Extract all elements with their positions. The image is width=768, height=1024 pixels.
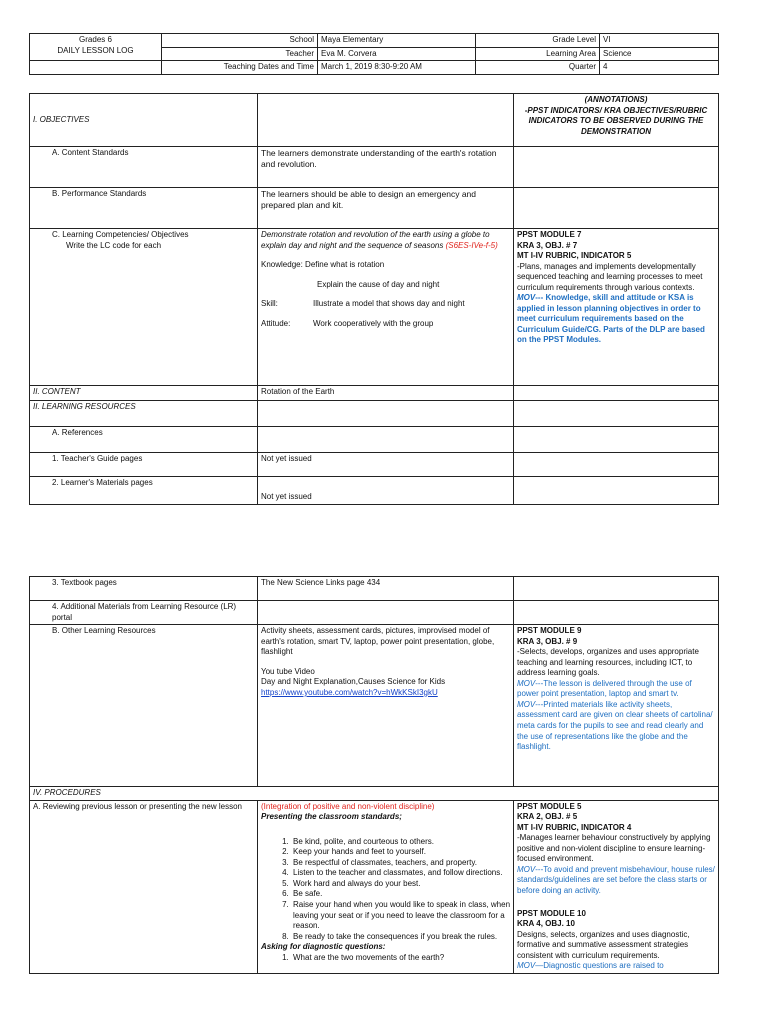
- teacher-label: Teacher: [162, 47, 318, 61]
- references-annot: [514, 427, 719, 453]
- video-label: You tube Video: [261, 666, 315, 676]
- competencies-sub: Write the LC code for each: [66, 240, 162, 250]
- ppst9-kra: KRA 3, OBJ. # 9: [517, 636, 578, 646]
- competencies-value: [258, 229, 514, 386]
- ppst10-mov-label: MOV: [517, 961, 536, 971]
- integration-note: (Integration of positive and non-violent discipline): [261, 801, 435, 811]
- ppst7-rubric: MT I-IV RUBRIC, INDICATOR 5: [517, 251, 632, 261]
- objectives-blank: [258, 94, 514, 147]
- annotations-header: [514, 94, 719, 147]
- skill-row: [261, 299, 510, 310]
- competencies-annot: [514, 229, 719, 386]
- list-item: 7. Raise your hand when you would like to speak in class, when leaving your seat or if you need to leave the classroom for a reason.: [291, 900, 510, 932]
- procedures-heading: IV. PROCEDURES: [30, 787, 719, 801]
- ppst5-kra: KRA 2, OBJ. # 5: [517, 812, 578, 822]
- knowledge-label: Knowledge:: [261, 260, 303, 270]
- additional-annot: [514, 601, 719, 625]
- ppst9-desc: -Selects, develops, organizes and uses appropriate teaching and learning resources, including ICT, to address learning goals.: [517, 647, 699, 678]
- teacher-value: Eva M. Corvera: [318, 47, 476, 61]
- ppst7-mov: --- Knowledge, skill and attitude or KSA is applied in lesson planning objectives in order to meet curriculum requirements based on the Curriculum Guide/CG. Parts of the DLP are based on the PPST Modules.: [517, 293, 705, 345]
- competency-text: Demonstrate rotation and revolution of the earth using a globe to explain day and night and the sequence of seasons: [261, 230, 490, 250]
- grades-label: Grades 6: [79, 35, 112, 44]
- ppst10-title: PPST MODULE 10: [517, 908, 586, 918]
- content-annot: [514, 386, 719, 401]
- other-label: B. Other Learning Resources: [30, 625, 258, 787]
- list-item: 4. Listen to the teacher and classmates, and follow directions.: [291, 868, 510, 879]
- ppst7-title: PPST MODULE 7: [517, 230, 582, 239]
- presenting-standards: Presenting the classroom standards;: [261, 812, 402, 822]
- lm-label: 2. Learner's Materials pages: [30, 477, 258, 505]
- list-item: 5. Work hard and always do your best.: [291, 879, 510, 890]
- grade-level-value: VI: [600, 34, 719, 48]
- learning-area-label: Learning Area: [476, 47, 600, 61]
- diagnostic-heading: Asking for diagnostic questions:: [261, 942, 386, 952]
- ppst9-mov1-label: MOV: [517, 678, 536, 688]
- dates-label: Teaching Dates and Time: [162, 61, 318, 75]
- quarter-label: Quarter: [476, 61, 600, 75]
- other-annot: [514, 625, 719, 787]
- references-blank: [258, 427, 514, 453]
- textbook-annot: [514, 577, 719, 601]
- ppst5-desc: -Manages learner behaviour constructively by applying positive and non-violent discipline to ensure learning-focused environment.: [517, 833, 711, 864]
- ppst7-mov-label: MOV: [517, 293, 536, 303]
- ppst10-kra: KRA 4, OBJ. 10: [517, 919, 575, 929]
- annotations-heading: (ANNOTATIONS): [584, 95, 648, 104]
- ppst5-title: PPST MODULE 5: [517, 801, 582, 811]
- content-standards-label: A. Content Standards: [30, 147, 258, 188]
- tg-annot: [514, 453, 719, 477]
- performance-standards-value: The learners should be able to design an emergency and prepared plan and kit.: [258, 188, 514, 229]
- list-item: 1. What are the two movements of the earth?: [291, 953, 510, 964]
- school-value: Maya Elementary: [318, 34, 476, 48]
- list-item: 2. Keep your hands and feet to yourself.: [291, 847, 510, 858]
- annotations-sub: -PPST INDICATORS/ KRA OBJECTIVES/RUBRIC INDICATORS TO BE OBSERVED DURING THE DEMONSTRATION: [524, 105, 708, 136]
- performance-standards-annot: [514, 188, 719, 229]
- tg-value: Not yet issued: [258, 453, 514, 477]
- competencies-cell: [30, 229, 258, 386]
- log-title: DAILY LESSON LOG: [57, 45, 134, 55]
- ppst5-rubric: MT I-IV RUBRIC, INDICATOR 4: [517, 822, 632, 832]
- ppst9-mov1: ---The lesson is delivered through the use of power point presentation, laptop and smart tv.: [517, 678, 692, 699]
- references-label: A. References: [30, 427, 258, 453]
- ppst5-mov-label: MOV: [517, 864, 536, 874]
- textbook-value: The New Science Links page 434: [258, 577, 514, 601]
- ppst9-mov2: ---Printed materials like activity sheets, assessment card are given on clear sheets of cartolina/ meta cards for the pupils to see and read clearly and the use of representations like the globe and the flashlight.: [517, 699, 713, 752]
- content-value: Rotation of the Earth: [258, 386, 514, 401]
- skill-value: Illustrate a model that shows day and night: [313, 299, 465, 309]
- dates-value: March 1, 2019 8:30-9:20 AM: [318, 61, 476, 75]
- ppst10-desc: Designs, selects, organizes and uses diagnostic, formative and summative assessment strategies consistent with curriculum requirements.: [517, 929, 690, 960]
- tg-label: 1. Teacher's Guide pages: [30, 453, 258, 477]
- attitude-label: Attitude:: [261, 318, 291, 328]
- procedure-a-label: A. Reviewing previous lesson or presenting the new lesson: [30, 800, 258, 973]
- objectives-heading: I. OBJECTIVES: [30, 94, 258, 147]
- lm-annot: [514, 477, 719, 505]
- diagnostic-list: [261, 953, 510, 964]
- grade-level-label: Grade Level: [476, 34, 600, 48]
- content-standards-annot: [514, 147, 719, 188]
- competency-code: (S6ES-IVe-f-5): [445, 240, 498, 250]
- list-item: 6. Be safe.: [291, 889, 510, 900]
- learning-area-value: Science: [600, 47, 719, 61]
- ppst7-desc: -Plans, manages and implements developmentally sequenced teaching and learning processes to meet curriculum requirements through various contexts.: [517, 261, 703, 292]
- video-title: Day and Night Explanation,Causes Science for Kids: [261, 677, 446, 687]
- lm-value: Not yet issued: [258, 477, 514, 505]
- ppst7-kra: KRA 3, OBJ. # 7: [517, 240, 578, 250]
- content-standards-value: The learners demonstrate understanding of the earth's rotation and revolution.: [258, 147, 514, 188]
- video-link[interactable]: https://www.youtube.com/watch?v=hWkKSkI3gkU: [261, 687, 438, 697]
- quarter-value: 4: [600, 61, 719, 75]
- list-item: 8. Be ready to take the consequences if you break the rules.: [291, 932, 510, 943]
- procedures-table: [29, 576, 719, 974]
- attitude-value: Work cooperatively with the group: [313, 318, 434, 328]
- performance-standards-label: B. Performance Standards: [30, 188, 258, 229]
- textbook-label: 3. Textbook pages: [30, 577, 258, 601]
- resources-annot: [514, 401, 719, 427]
- attitude-row: [261, 319, 510, 330]
- knowledge-1: Define what is rotation: [305, 260, 385, 270]
- additional-value: [258, 601, 514, 625]
- header-blank: [30, 61, 162, 75]
- ppst10-mov: —Diagnostic questions are raised to: [535, 961, 664, 971]
- procedure-a-annot: [514, 800, 719, 973]
- other-value: [258, 625, 514, 787]
- knowledge-2: Explain the cause of day and night: [317, 279, 440, 289]
- ppst9-mov2-label: MOV: [517, 699, 536, 709]
- grades-title: [30, 34, 162, 61]
- knowledge-row: [261, 260, 510, 271]
- additional-label: 4. Additional Materials from Learning Resource (LR) portal: [30, 601, 258, 625]
- competencies-label: C. Learning Competencies/ Objectives: [52, 230, 189, 239]
- other-materials: Activity sheets, assessment cards, pictures, improvised model of earth's rotation, smart TV, laptop, power point presentation, globe, flashlight: [261, 626, 495, 657]
- standards-list: [261, 837, 510, 942]
- content-heading: II. CONTENT: [30, 386, 258, 401]
- ppst9-title: PPST MODULE 9: [517, 626, 582, 636]
- list-item: 3. Be respectful of classmates, teachers, and property.: [291, 858, 510, 869]
- ppst5-mov: ---To avoid and prevent misbehaviour, house rules/ standards/guidelines are set before the class starts or before doing an activity.: [517, 864, 715, 896]
- procedure-a-value: [258, 800, 514, 973]
- skill-label: Skill:: [261, 299, 278, 309]
- header-table: [29, 33, 719, 75]
- resources-blank: [258, 401, 514, 427]
- resources-heading: II. LEARNING RESOURCES: [30, 401, 258, 427]
- school-label: School: [162, 34, 318, 48]
- list-item: 1. Be kind, polite, and courteous to others.: [291, 837, 510, 848]
- objectives-table: [29, 93, 719, 505]
